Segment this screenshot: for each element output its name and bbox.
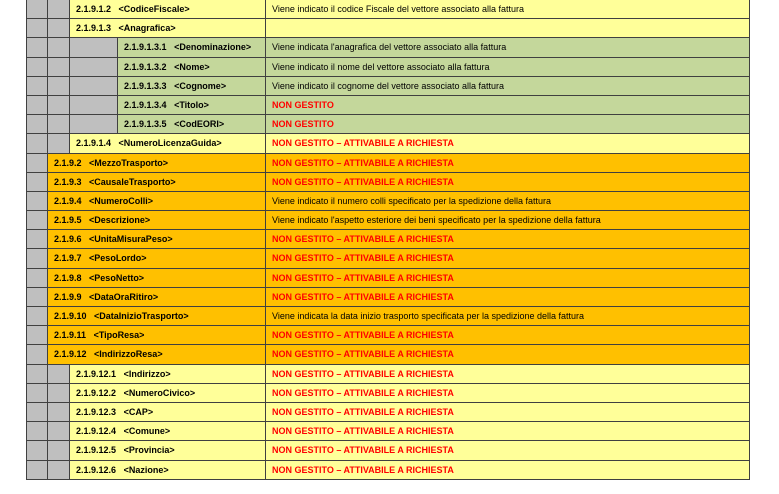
indent-cell [26, 384, 48, 403]
indent-cell [48, 422, 70, 441]
field-description: Viene indicato il cognome del vettore associato alla fattura [266, 77, 750, 96]
field-description: Viene indicato il nome del vettore associato alla fattura [266, 58, 750, 77]
field-tag: <CodiceFiscale> [118, 4, 190, 14]
indent-cell [48, 0, 70, 19]
field-code: 2.1.9.10 [54, 311, 87, 321]
indent-cell [48, 384, 70, 403]
field-tag: <NumeroColli> [89, 195, 154, 206]
indent-cell [26, 269, 48, 288]
field-separator [116, 369, 124, 379]
field-code: 2.1.9.12.2 [76, 387, 117, 398]
field-tag: <NumeroLicenzaGuida> [118, 138, 222, 149]
indent-cell [26, 288, 48, 307]
table-row [26, 192, 750, 211]
field-tag: <Provincia> [123, 445, 175, 456]
field-code: 2.1.9.12.5 [76, 445, 117, 456]
field-code: 2.1.9.9 [54, 291, 82, 302]
field-key-cell [70, 19, 266, 38]
field-description: NON GESTITO – ATTIVABILE A RICHIESTA [266, 249, 750, 268]
field-description [266, 19, 750, 38]
field-tag: <CausaleTrasporto> [89, 176, 176, 187]
table-row [26, 422, 750, 441]
field-tag: <Nome> [174, 61, 210, 72]
indent-cell [26, 211, 48, 230]
table-row [26, 288, 750, 307]
field-separator [82, 158, 90, 168]
field-separator [82, 215, 90, 225]
field-separator [167, 42, 175, 52]
field-code: 2.1.9.3 [54, 176, 82, 187]
table-row [26, 0, 750, 19]
indent-cell [26, 345, 48, 364]
field-separator [82, 234, 90, 244]
field-key-cell [70, 384, 266, 403]
field-separator [82, 273, 90, 283]
field-separator [167, 119, 175, 129]
indent-cell [70, 38, 118, 57]
field-code: 2.1.9.7 [54, 253, 82, 264]
field-key-cell [70, 403, 266, 422]
field-description: NON GESTITO – ATTIVABILE A RICHIESTA [266, 269, 750, 288]
indent-cell [70, 58, 118, 77]
spec-table [26, 0, 750, 480]
field-separator [116, 465, 124, 475]
field-code: 2.1.9.6 [54, 234, 82, 245]
indent-cell [48, 115, 70, 134]
indent-cell [26, 461, 48, 480]
field-separator [116, 388, 124, 398]
table-row [26, 269, 750, 288]
indent-cell [26, 0, 48, 19]
indent-cell [26, 365, 48, 384]
field-tag: <IndirizzoResa> [94, 349, 163, 360]
field-description: NON GESTITO – ATTIVABILE A RICHIESTA [266, 134, 750, 153]
field-key-cell [118, 77, 266, 96]
indent-cell [26, 326, 48, 345]
field-key-cell [48, 269, 266, 288]
field-key-cell [48, 345, 266, 364]
indent-cell [70, 115, 118, 134]
indent-cell [26, 134, 48, 153]
indent-cell [26, 192, 48, 211]
field-separator [82, 253, 90, 263]
indent-cell [48, 365, 70, 384]
indent-cell [26, 307, 48, 326]
table-row [26, 19, 750, 38]
field-key-cell [118, 58, 266, 77]
field-key-cell [48, 154, 266, 173]
indent-cell [48, 96, 70, 115]
field-key-cell [48, 326, 266, 345]
table-row [26, 249, 750, 268]
indent-cell [26, 38, 48, 57]
field-description: Viene indicato il codice Fiscale del vettore associato alla fattura [266, 0, 750, 19]
indent-cell [26, 96, 48, 115]
field-code: 2.1.9.1.3.4 [124, 99, 167, 110]
field-description: Viene indicata la data inizio trasporto specificata per la spedizione della fattura [266, 307, 750, 326]
field-description: NON GESTITO – ATTIVABILE A RICHIESTA [266, 403, 750, 422]
indent-cell [48, 403, 70, 422]
field-tag: <NumeroCivico> [123, 387, 196, 398]
field-separator [82, 177, 90, 187]
indent-cell [26, 58, 48, 77]
field-key-cell [48, 211, 266, 230]
field-tag: <Anagrafica> [118, 23, 176, 34]
field-tag: <PesoNetto> [89, 272, 145, 283]
indent-cell [26, 422, 48, 441]
indent-cell [26, 115, 48, 134]
field-tag: <UnitaMisuraPeso> [89, 234, 173, 245]
field-key-cell [48, 192, 266, 211]
field-key-cell [70, 422, 266, 441]
table-row [26, 345, 750, 364]
table-row [26, 96, 750, 115]
field-description: Viene indicato l'aspetto esteriore dei beni specificato per la spedizione della fattura [266, 211, 750, 230]
field-tag: <Nazione> [123, 464, 169, 475]
table-row [26, 211, 750, 230]
indent-cell [48, 38, 70, 57]
field-description: Viene indicato il numero colli specificato per la spedizione della fattura [266, 192, 750, 211]
field-code: 2.1.9.5 [54, 215, 82, 226]
table-row [26, 441, 750, 460]
field-separator [82, 292, 90, 302]
field-tag: <DataOraRitiro> [89, 291, 159, 302]
indent-cell [26, 441, 48, 460]
field-description: NON GESTITO – ATTIVABILE A RICHIESTA [266, 441, 750, 460]
indent-cell [26, 154, 48, 173]
field-separator [82, 196, 90, 206]
field-description: NON GESTITO [266, 96, 750, 115]
indent-cell [48, 441, 70, 460]
indent-cell [26, 403, 48, 422]
field-separator [111, 4, 119, 14]
table-row [26, 326, 750, 345]
field-tag: <Denominazione> [174, 42, 252, 53]
field-key-cell [48, 230, 266, 249]
field-code: 2.1.9.1.3 [76, 23, 112, 34]
field-description: NON GESTITO – ATTIVABILE A RICHIESTA [266, 384, 750, 403]
field-tag: <Titolo> [174, 99, 209, 110]
field-code: 2.1.9.12.1 [76, 368, 117, 379]
indent-cell [26, 77, 48, 96]
table-row [26, 307, 750, 326]
field-description: NON GESTITO [266, 115, 750, 134]
table-row [26, 77, 750, 96]
field-description: NON GESTITO – ATTIVABILE A RICHIESTA [266, 230, 750, 249]
field-tag: <CAP> [123, 406, 154, 417]
field-key-cell [118, 96, 266, 115]
field-separator [116, 426, 124, 436]
field-code: 2.1.9.1.2 [76, 4, 112, 14]
field-description: NON GESTITO – ATTIVABILE A RICHIESTA [266, 365, 750, 384]
indent-cell [48, 77, 70, 96]
field-description: NON GESTITO – ATTIVABILE A RICHIESTA [266, 422, 750, 441]
table-row [26, 403, 750, 422]
indent-cell [48, 19, 70, 38]
field-code: 2.1.9.4 [54, 195, 82, 206]
field-separator [167, 81, 175, 91]
field-key-cell [118, 115, 266, 134]
field-key-cell [48, 288, 266, 307]
table-row [26, 154, 750, 173]
indent-cell [48, 58, 70, 77]
field-description: NON GESTITO – ATTIVABILE A RICHIESTA [266, 173, 750, 192]
indent-cell [48, 461, 70, 480]
field-separator [111, 138, 119, 148]
table-row [26, 58, 750, 77]
indent-cell [48, 134, 70, 153]
field-key-cell [70, 0, 266, 19]
field-code: 2.1.9.12.3 [76, 406, 117, 417]
field-tag: <TipoResa> [93, 330, 145, 341]
field-tag: <Indirizzo> [123, 368, 171, 379]
field-description: NON GESTITO – ATTIVABILE A RICHIESTA [266, 326, 750, 345]
field-code: 2.1.9.12.4 [76, 426, 117, 437]
field-tag: <Descrizione> [89, 215, 151, 226]
table-row [26, 230, 750, 249]
field-description: NON GESTITO – ATTIVABILE A RICHIESTA [266, 345, 750, 364]
indent-cell [26, 19, 48, 38]
field-separator [116, 407, 124, 417]
field-separator [86, 330, 94, 340]
field-key-cell [48, 173, 266, 192]
table-row [26, 461, 750, 480]
field-key-cell [48, 249, 266, 268]
table-row [26, 365, 750, 384]
field-tag: <MezzoTrasporto> [89, 157, 169, 168]
indent-cell [70, 96, 118, 115]
field-separator [111, 23, 119, 33]
field-code: 2.1.9.12 [54, 349, 87, 360]
indent-cell [26, 230, 48, 249]
field-tag: <PesoLordo> [89, 253, 147, 264]
field-separator [167, 100, 175, 110]
field-tag: <Cognome> [174, 80, 227, 91]
field-key-cell [70, 441, 266, 460]
table-row [26, 134, 750, 153]
field-code: 2.1.9.1.4 [76, 138, 112, 149]
field-tag: <DataInizioTrasporto> [94, 311, 189, 321]
field-key-cell [48, 307, 266, 326]
indent-cell [26, 249, 48, 268]
indent-cell [26, 173, 48, 192]
field-separator [167, 62, 175, 72]
field-separator [87, 311, 95, 321]
field-key-cell [70, 134, 266, 153]
field-separator [87, 349, 95, 359]
field-tag: <CodEORI> [174, 119, 225, 130]
field-code: 2.1.9.8 [54, 272, 82, 283]
field-code: 2.1.9.11 [54, 330, 87, 341]
field-key-cell [70, 461, 266, 480]
field-code: 2.1.9.1.3.3 [124, 80, 167, 91]
field-code: 2.1.9.12.6 [76, 464, 117, 475]
field-code: 2.1.9.1.3.1 [124, 42, 167, 53]
field-code: 2.1.9.1.3.5 [124, 119, 167, 130]
field-key-cell [118, 38, 266, 57]
field-separator [116, 445, 124, 455]
field-description: NON GESTITO – ATTIVABILE A RICHIESTA [266, 288, 750, 307]
field-description: NON GESTITO – ATTIVABILE A RICHIESTA [266, 154, 750, 173]
field-key-cell [70, 365, 266, 384]
table-row [26, 173, 750, 192]
field-code: 2.1.9.2 [54, 157, 82, 168]
indent-cell [70, 77, 118, 96]
table-row [26, 38, 750, 57]
field-tag: <Comune> [123, 426, 171, 437]
table-row [26, 384, 750, 403]
field-code: 2.1.9.1.3.2 [124, 61, 167, 72]
field-description: Viene indicata l'anagrafica del vettore associato alla fattura [266, 38, 750, 57]
table-row [26, 115, 750, 134]
field-description: NON GESTITO – ATTIVABILE A RICHIESTA [266, 461, 750, 480]
